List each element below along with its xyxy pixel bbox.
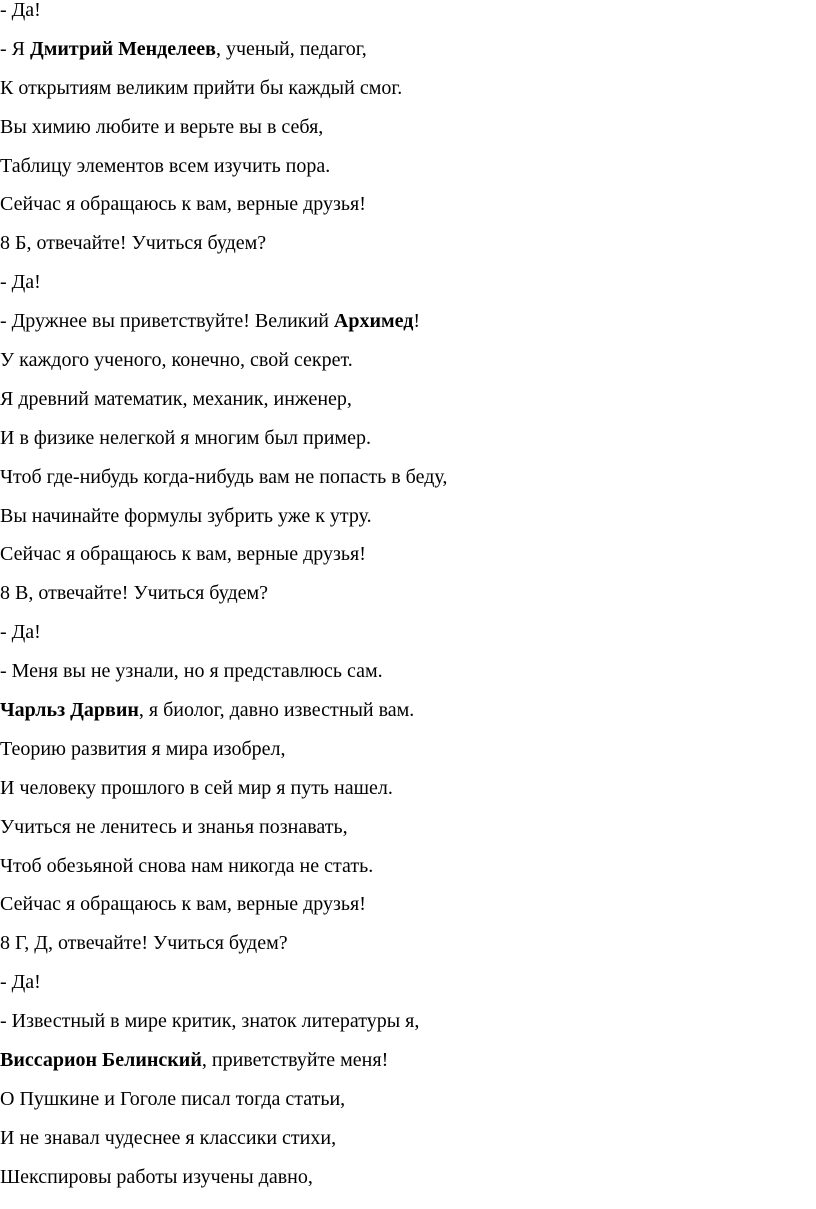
- line-text: , приветствуйте меня!: [201, 1049, 389, 1072]
- text-line: [0, 730, 447, 769]
- text-line: [0, 574, 447, 613]
- text-line: [0, 1158, 447, 1197]
- text-line: [0, 535, 447, 574]
- text-line: [0, 380, 447, 419]
- line-text: О Пушкине и Гоголе писал тогда статьи,: [0, 1087, 346, 1110]
- line-text: У каждого ученого, конечно, свой секрет.: [0, 349, 353, 372]
- line-text: Сейчас я обращаюсь к вам, верные друзья!: [0, 893, 366, 916]
- line-text: , я биолог, давно известный вам.: [138, 699, 415, 722]
- line-text: !: [413, 310, 421, 333]
- line-text: - Да!: [0, 971, 41, 994]
- text-line: [0, 1119, 447, 1158]
- text-line: [0, 963, 447, 1002]
- line-text: Сейчас я обращаюсь к вам, верные друзья!: [0, 543, 366, 566]
- text-line: [0, 419, 447, 458]
- text-line: [0, 613, 447, 652]
- line-text: Сейчас я обращаюсь к вам, верные друзья!: [0, 193, 366, 216]
- text-line: [0, 69, 447, 108]
- bold-name: Виссарион Белинский: [0, 1049, 202, 1072]
- line-text: И в физике нелегкой я многим был пример.: [0, 426, 371, 449]
- text-line: [0, 497, 447, 536]
- line-text: - Дружнее вы приветствуйте! Великий: [0, 310, 334, 333]
- line-text: Шекспировы работы изучены давно,: [0, 1165, 313, 1188]
- line-text: Я древний математик, механик, инженер,: [0, 387, 352, 410]
- text-line: [0, 458, 447, 497]
- text-line: [0, 924, 447, 963]
- text-line: [0, 1080, 447, 1119]
- text-line: [0, 1041, 447, 1080]
- bold-name: Чарльз Дарвин: [0, 699, 139, 722]
- bold-name: Архимед: [333, 310, 414, 333]
- line-text: Теорию развития я мира изобрел,: [0, 737, 286, 760]
- text-line: [0, 341, 447, 380]
- line-text: - Да!: [0, 621, 41, 644]
- text-line: [0, 30, 447, 69]
- text-line: [0, 0, 447, 30]
- text-line: [0, 769, 447, 808]
- line-text: Чтоб обезьяной снова нам никогда не стать.: [0, 854, 374, 877]
- line-text: 8 Б, отвечайте! Учиться будем?: [0, 232, 267, 255]
- text-line: [0, 224, 447, 263]
- bold-name: Дмитрий Менделеев: [30, 37, 216, 60]
- text-line: [0, 691, 447, 730]
- text-line: [0, 147, 447, 186]
- line-text: 8 В, отвечайте! Учиться будем?: [0, 582, 269, 605]
- line-text: Чтоб где-нибудь когда-нибудь вам не попасть в беду,: [0, 465, 448, 488]
- line-text: , ученый, педагог,: [215, 37, 367, 60]
- text-line: [0, 847, 447, 886]
- text-line: [0, 263, 447, 302]
- text-line: [0, 302, 447, 341]
- line-text: Таблицу элементов всем изучить пора.: [0, 154, 331, 177]
- line-text: И не знавал чудеснее я классики стихи,: [0, 1126, 337, 1149]
- text-line: [0, 652, 447, 691]
- line-text: - Я: [0, 37, 30, 60]
- text-line: [0, 1002, 447, 1041]
- line-text: - Да!: [0, 0, 41, 21]
- line-text: - Известный в мире критик, знаток литературы я,: [0, 1010, 420, 1033]
- text-line: [0, 185, 447, 224]
- line-text: - Меня вы не узнали, но я представлюсь сам.: [0, 660, 383, 683]
- text-line: [0, 808, 447, 847]
- text-line: [0, 108, 447, 147]
- line-text: К открытиям великим прийти бы каждый смог.: [0, 76, 403, 99]
- line-text: Вы химию любите и верьте вы в себя,: [0, 115, 324, 138]
- line-text: Учиться не ленитесь и знанья познавать,: [0, 815, 348, 838]
- line-text: - Да!: [0, 271, 41, 294]
- line-text: Вы начинайте формулы зубрить уже к утру.: [0, 504, 372, 527]
- line-text: И человеку прошлого в сей мир я путь нашел.: [0, 776, 393, 799]
- line-text: 8 Г, Д, отвечайте! Учиться будем?: [0, 932, 288, 955]
- text-line: [0, 885, 447, 924]
